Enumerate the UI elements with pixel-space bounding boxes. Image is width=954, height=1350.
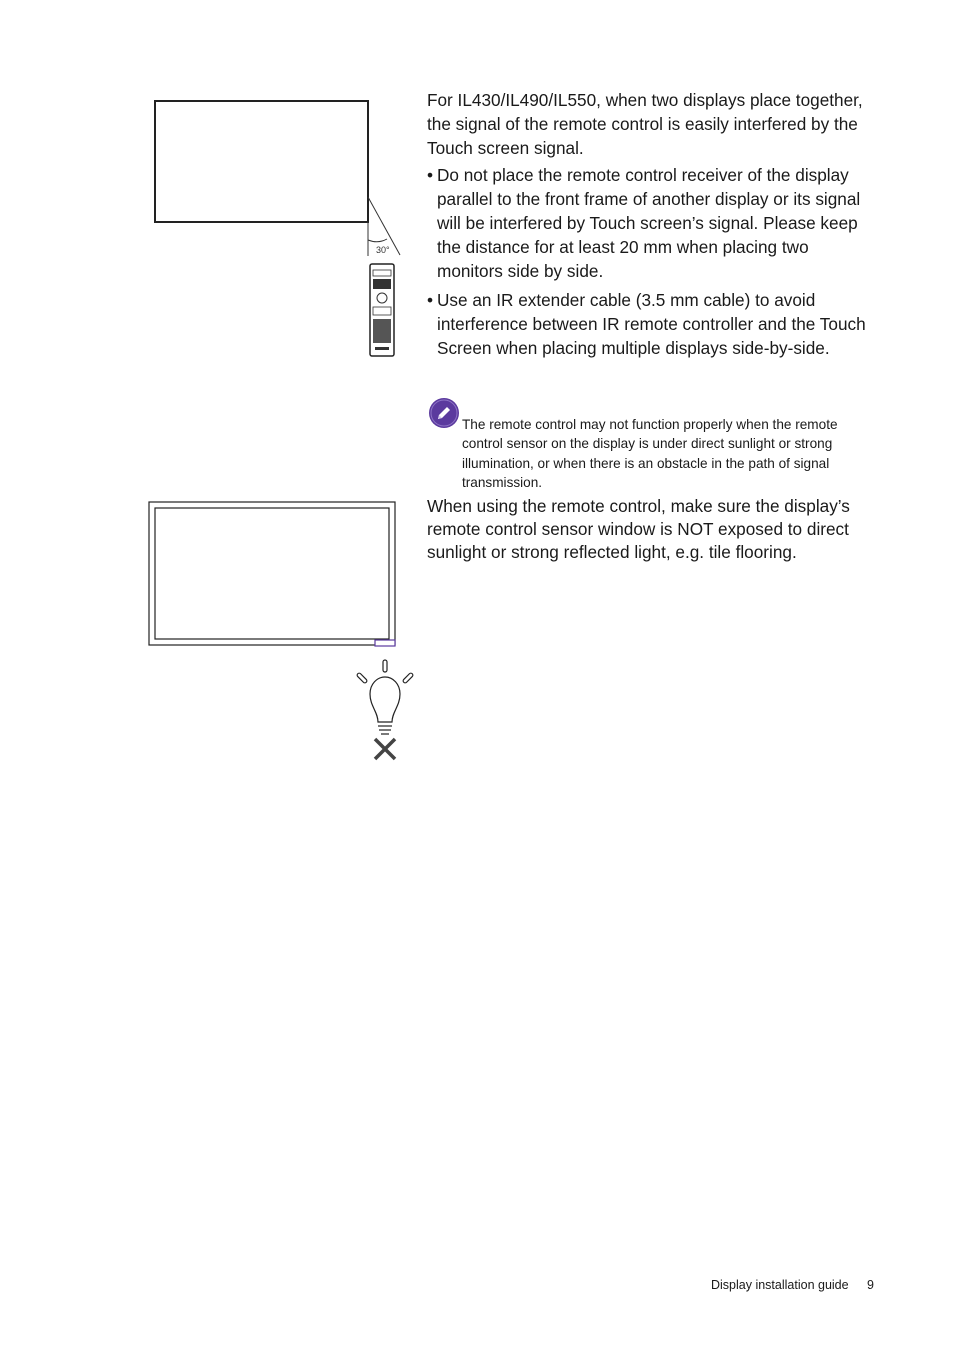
cross-icon <box>375 739 395 759</box>
bullet-text: Use an IR extender cable (3.5 mm cable) to avoid interference between IR remote controller and the Touch Screen when placing multiple displays side-by-side. <box>437 290 866 358</box>
sunlight-paragraph: When using the remote control, make sure the display’s remote control sensor window is NOT exposed to direct sunlight or strong reflected light, e.g. tile flooring. <box>427 496 850 562</box>
page-number: 9 <box>867 1278 874 1292</box>
angle-label: 30° <box>376 245 390 255</box>
bullet-text: Do not place the remote control receiver of the display parallel to the front frame of another display or its signal will be interfered by Touch screen’s signal. Please keep the distance for at least 20 mm when placing two monitors side by side. <box>437 165 861 281</box>
sensor-window <box>375 640 395 646</box>
pencil-note-icon <box>428 397 460 429</box>
bullet-symbol: • <box>427 165 434 185</box>
footer-title: Display installation guide <box>711 1278 849 1292</box>
light-bulb-icon <box>356 660 413 734</box>
intro-paragraph: For IL430/IL490/IL550, when two displays place together, the signal of the remote control is easily interfered by the Touch screen signal. <box>427 90 863 158</box>
bullet-item-2 <box>427 288 877 360</box>
display-front-screen <box>155 508 389 639</box>
bullet-symbol: • <box>427 290 434 310</box>
bullet-item-1 <box>427 163 877 283</box>
note-text: The remote control may not function properly when the remote control sensor on the display is under direct sunlight or strong illumination, or when there is an obstacle in the path of signal transmission. <box>462 417 838 490</box>
